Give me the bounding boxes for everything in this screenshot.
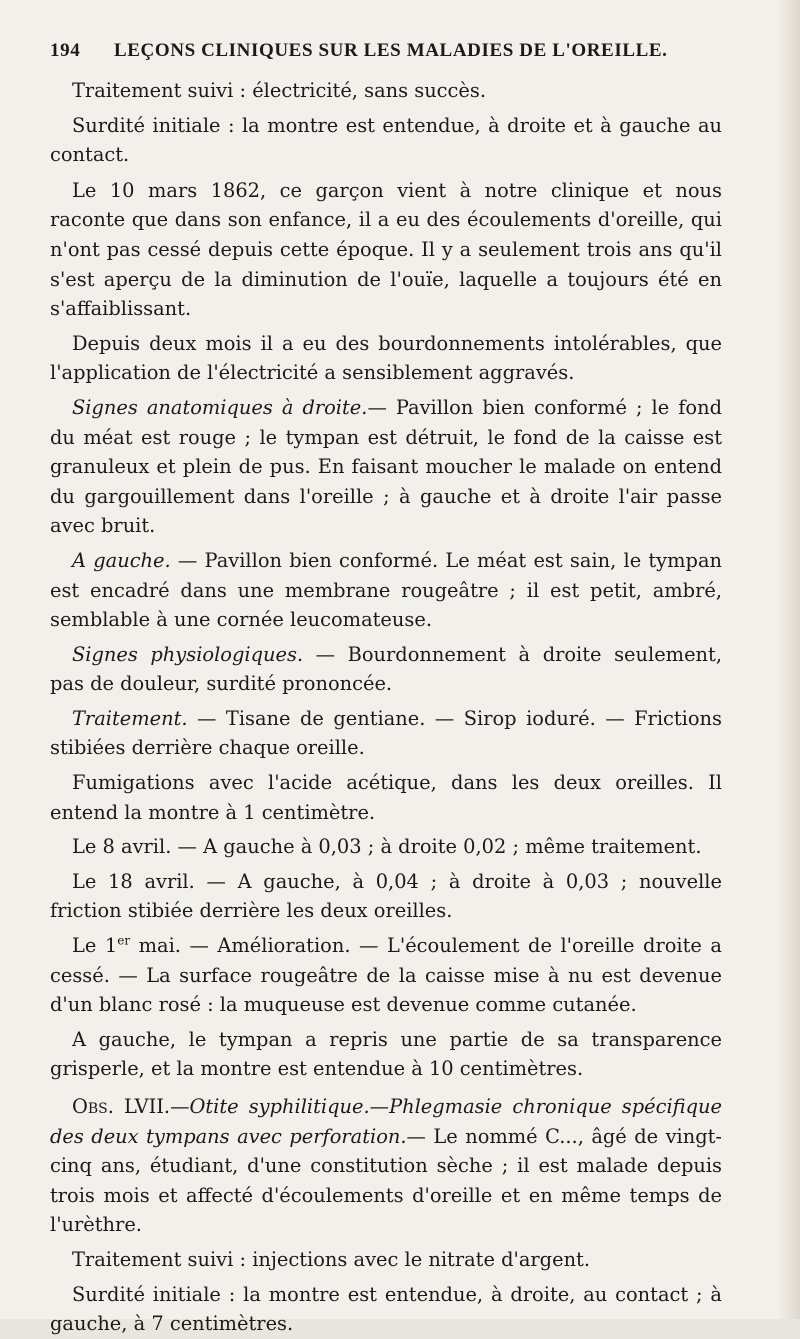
obs-text: — Le nommé C..., âgé de vingt-cinq ans, étudiant, d'une constitution sèche ; il est malade depuis trois mois et affecté d'écoulements d'oreille et en même temps de l'urèthre. xyxy=(50,1124,722,1237)
text-anatomic-right: — Pavillon bien conformé ; le fond du méat est rouge ; le tympan est détruit, le fond de la caisse est granuleux et plein de pus. En faisant moucher le malade on entend du gargouillement dans l'oreille ; à gauche et à droite l'air passe avec bruit. xyxy=(50,395,722,538)
running-title: LEÇONS CLINIQUES SUR LES MALADIES DE L'OREILLE. xyxy=(114,40,668,61)
paragraph-initial-deafness-2: Surdité initiale : la montre est entendue, à droite, au contact ; à gauche, à 7 centimètres. xyxy=(50,1282,722,1336)
paragraph-observation-57 xyxy=(50,1092,722,1240)
page-edge-shadow xyxy=(778,0,800,1319)
paragraph-treatment-plan xyxy=(50,704,722,763)
paragraph-treatment-followed: Traitement suivi : injections avec le nitrate d'argent. xyxy=(72,1247,591,1271)
may-1-text: mai. — Amélioration. — L'écoulement de l'oreille droite a cessé. — La surface rougeâtre de la caisse mise à nu est devenue d'un blanc rosé : la muqueuse est devenue comme cutanée. xyxy=(50,934,722,1017)
obs-label: Obs. LVII. xyxy=(72,1095,171,1118)
paragraph-left xyxy=(50,546,722,635)
lead-physiologic: Signes physiologiques. xyxy=(72,642,304,666)
paragraph-anatomic-right xyxy=(50,393,722,541)
page-body xyxy=(50,76,722,1339)
text-physiologic: — Bourdonnement à droite seulement, pas de douleur, surdité prononcée. xyxy=(50,642,722,696)
lead-left: A gauche. xyxy=(72,548,171,572)
paragraph-history: Le 10 mars 1862, ce garçon vient à notre clinique et nous raconte que dans son enfance, il a eu des écoulements d'oreille, qui n'ont pas cessé depuis cette époque. Il y a seulement trois ans qu'il s'est aperçu de la diminution de l'ouïe, laquelle a toujours été en s'affaiblissant. xyxy=(50,178,722,321)
paragraph-fumigations: Fumigations avec l'acide acétique, dans les deux oreilles. Il entend la montre à 1 centimètre. xyxy=(50,771,722,824)
paragraph-april-8: Le 8 avril. — A gauche à 0,03 ; à droite 0,02 ; même traitement. xyxy=(72,835,702,859)
paragraph-april-18: Le 18 avril. — A gauche, à 0,04 ; à droite à 0,03 ; nouvelle friction stibiée derrière les deux oreilles. xyxy=(50,869,722,923)
paragraph-treatment: Traitement suivi : électricité, sans succès. xyxy=(72,79,486,102)
text-treatment: — Tisane de gentiane. — Sirop ioduré. — Frictions stibiées derrière chaque oreille. xyxy=(50,706,722,760)
paragraph-physiologic xyxy=(50,640,722,699)
obs-title-b: Phlegmasie chronique spécifique des deux tympans avec perforation. xyxy=(50,1095,722,1148)
obs-dash-2: — xyxy=(369,1095,390,1118)
obs-dash-1: — xyxy=(170,1095,190,1118)
paragraph-buzzing: Depuis deux mois il a eu des bourdonnements intolérables, que l'application de l'électricité a sensiblement aggravés. xyxy=(50,331,722,385)
lead-treatment: Traitement. xyxy=(72,706,188,730)
paragraph-initial-deafness: Surdité initiale : la montre est entendue, à droite et à gauche au contact. xyxy=(50,113,722,167)
may-1-ordinal: er xyxy=(117,933,131,948)
paragraph-left-improvement: A gauche, le tympan a repris une partie de sa transparence grisperle, et la montre est entendue à 10 centimètres. xyxy=(50,1027,722,1081)
lead-anatomic-right: Signes anatomiques à droite. xyxy=(72,395,368,419)
page-header xyxy=(50,40,722,70)
may-1-date: Le 1 xyxy=(72,934,118,958)
paragraph-may-1 xyxy=(50,931,722,1020)
text-left: — Pavillon bien conformé. Le méat est sain, le tympan est encadré dans une membrane rougeâtre ; il est petit, ambré, semblable à une cornée leucomateuse. xyxy=(50,548,722,632)
obs-title-a: Otite syphilitique. xyxy=(189,1095,370,1118)
page-number: 194 xyxy=(50,40,81,61)
